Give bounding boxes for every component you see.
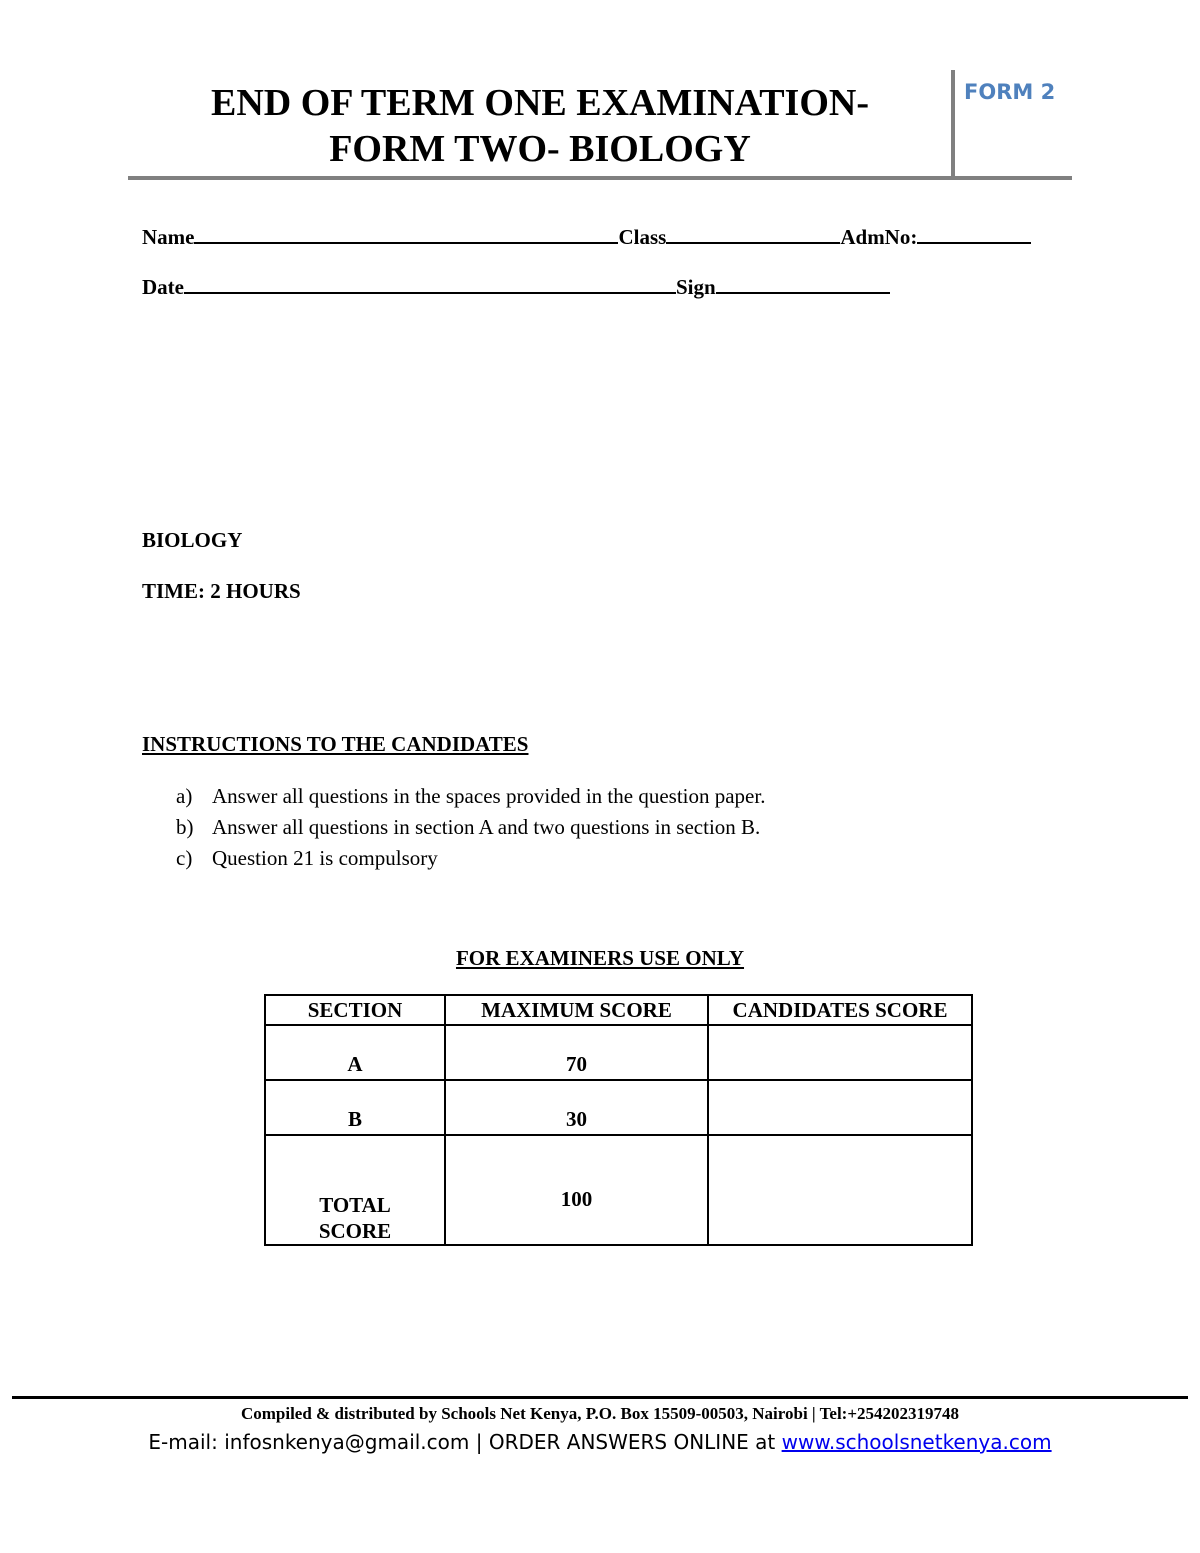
- sign-blank[interactable]: [716, 274, 890, 294]
- candidate-score-cell[interactable]: [708, 1135, 972, 1245]
- name-blank[interactable]: [194, 224, 618, 244]
- footer-email-text: E-mail: infosnkenya@gmail.com | ORDER ANSWERS ONLINE at: [148, 1430, 782, 1454]
- examiners-title: FOR EXAMINERS USE ONLY: [455, 946, 745, 970]
- header-divider-vertical: [951, 70, 955, 178]
- candidate-score-cell[interactable]: [708, 1025, 972, 1080]
- instruction-item: [176, 813, 765, 844]
- footer-contact: [0, 1430, 1200, 1454]
- max-score-cell: 30: [445, 1080, 708, 1135]
- date-label: Date: [142, 275, 184, 299]
- instruction-text: Answer all questions in section A and two questions in section B.: [212, 815, 761, 839]
- subject-label: BIOLOGY: [142, 528, 243, 552]
- score-table: [264, 994, 973, 1246]
- website-link[interactable]: www.schoolsnetkenya.com: [781, 1430, 1052, 1454]
- name-label: Name: [142, 225, 195, 249]
- admno-blank[interactable]: [917, 224, 1031, 244]
- time-label: TIME: 2 HOURS: [142, 579, 301, 603]
- section-cell: B: [265, 1080, 445, 1135]
- table-header-row: [265, 995, 972, 1025]
- sign-label: Sign: [675, 275, 716, 299]
- class-blank[interactable]: [666, 224, 840, 244]
- section-cell: A: [265, 1025, 445, 1080]
- instruction-letter: a): [176, 784, 193, 808]
- form-tag: FORM 2: [964, 80, 1056, 104]
- admno-label: AdmNo:: [840, 225, 918, 249]
- candidate-score-cell[interactable]: [708, 1080, 972, 1135]
- header-section: SECTION: [265, 995, 445, 1025]
- date-blank[interactable]: [184, 274, 676, 294]
- table-row: [265, 1080, 972, 1135]
- instructions-title: INSTRUCTIONS TO THE CANDIDATES: [142, 732, 529, 756]
- footer-divider: [12, 1396, 1188, 1399]
- instruction-text: Question 21 is compulsory: [212, 846, 438, 870]
- header-candidates-score: CANDIDATES SCORE: [708, 995, 972, 1025]
- footer-compiled-by: Compiled & distributed by Schools Net Kenya, P.O. Box 15509-00503, Nairobi | Tel:+254202319748: [240, 1404, 960, 1423]
- class-label: Class: [618, 225, 667, 249]
- instruction-letter: b): [176, 815, 194, 839]
- student-details-row: [142, 224, 1031, 250]
- max-score-cell: 100: [445, 1135, 708, 1245]
- date-sign-row: [142, 274, 890, 300]
- exam-title: [130, 80, 950, 172]
- instruction-letter: c): [176, 846, 193, 870]
- exam-title-line2: FORM TWO- BIOLOGY: [329, 128, 751, 170]
- instruction-text: Answer all questions in the spaces provided in the question paper.: [212, 784, 766, 808]
- max-score-cell: 70: [445, 1025, 708, 1080]
- section-cell: TOTAL SCORE: [265, 1135, 445, 1245]
- instruction-item: [176, 844, 765, 875]
- header-divider-horizontal: [128, 176, 1072, 180]
- exam-title-line1: END OF TERM ONE EXAMINATION-: [211, 82, 869, 124]
- table-row-total: [265, 1135, 972, 1245]
- instruction-item: [176, 782, 765, 813]
- table-row: [265, 1025, 972, 1080]
- header-maximum-score: MAXIMUM SCORE: [445, 995, 708, 1025]
- instructions-list: [176, 782, 765, 875]
